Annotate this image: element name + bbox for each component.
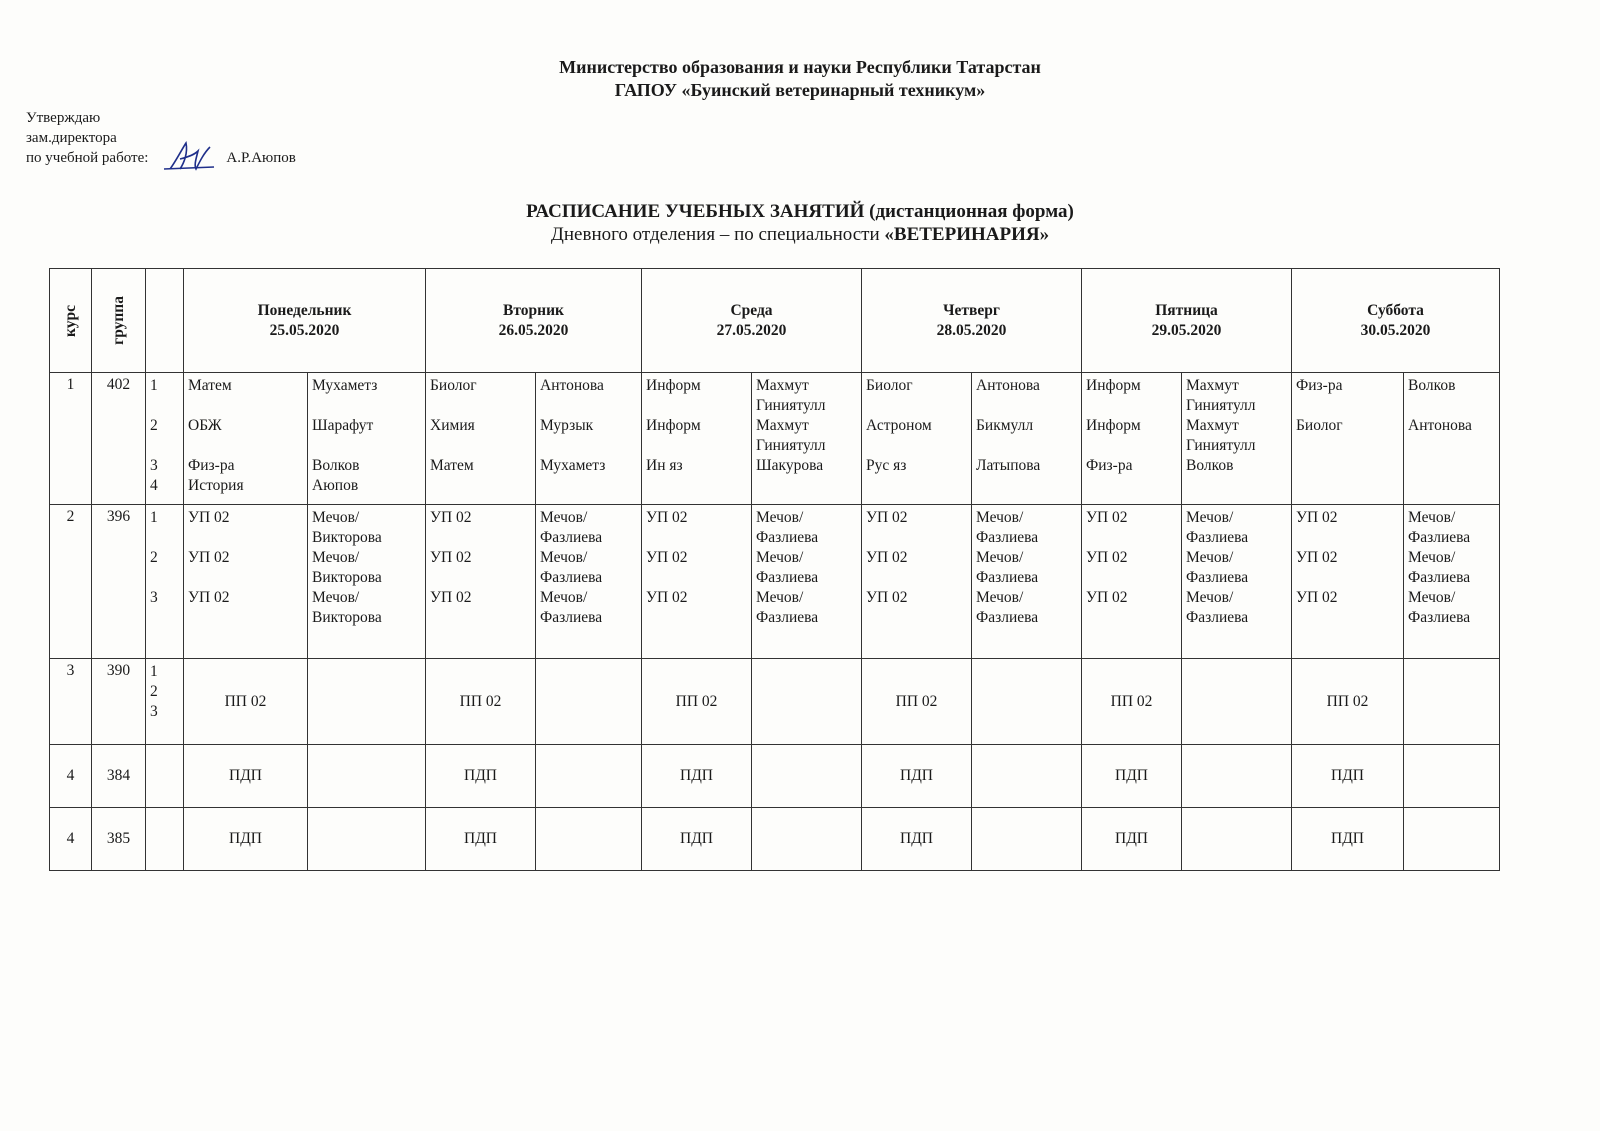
teacher-line: Латыпова [976,457,1041,474]
subject-cell: ПДП [426,745,536,808]
teacher-line: Мечов/ [756,589,804,606]
subject-line: Биолог [1296,417,1343,434]
teacher-line: Мечов/ [1186,589,1234,606]
subject-line: УП 02 [866,549,908,566]
teacher-cell [308,745,426,808]
teacher-line: Фазлиева [1186,529,1249,546]
institution-name: ГАПОУ «Буинский ветеринарный техникум» [614,80,986,100]
subject-line: УП 02 [1086,589,1128,606]
teacher-line: Фазлиева [976,569,1039,586]
subject-line: Матем [188,377,232,394]
schedule-subtitle-prefix: Дневного отделения – по специальности [550,224,885,245]
teacher-line: Аюпов [312,477,359,494]
subject-line [188,568,303,588]
teacher-cell [1404,505,1500,659]
teacher-line: Бикмулл [976,417,1034,434]
teacher-line: Мечов/ [976,549,1024,566]
subject-line [866,396,967,416]
teacher-cell [1182,659,1292,745]
kurs-cell: 3 [50,659,92,745]
subject-cell: ПДП [862,745,972,808]
subject-line [1296,528,1399,548]
document-header [0,56,1600,102]
teacher-line [540,436,637,456]
teacher-line [312,396,421,416]
schedule-title [0,200,1600,246]
subject-line: Рус яз [866,457,907,474]
subject-line: УП 02 [646,589,688,606]
teacher-cell [1404,745,1500,808]
group-cell: 385 [92,808,146,871]
lesson-number: 1 [150,377,158,394]
lesson-numbers-cell: 1 2 3 [146,659,184,745]
header-day: Суббота 30.05.2020 [1292,269,1500,373]
subject-cell [642,373,752,505]
subject-cell: ПДП [642,745,752,808]
subject-line [188,396,303,416]
teacher-line: Викторова [312,609,382,626]
kurs-cell: 4 [50,745,92,808]
teacher-line: Мечов/ [976,509,1024,526]
subject-cell [1082,373,1182,505]
subject-line: УП 02 [430,549,472,566]
teacher-line: Антонова [1408,417,1472,434]
teacher-line: Шарафут [312,417,374,434]
group-cell: 402 [92,373,146,505]
subject-line: Биолог [866,377,913,394]
specialty-name: «ВЕТЕРИНАРИЯ» [884,224,1050,245]
subject-line: УП 02 [188,589,230,606]
subject-line: ОБЖ [188,417,222,434]
subject-line [430,436,531,456]
subject-cell: ПДП [426,808,536,871]
teacher-line: Фазлиева [540,609,603,626]
teacher-line: Волков [1408,377,1456,394]
subject-line [646,436,747,456]
teacher-line: Махмут [1186,417,1239,434]
approval-block [26,108,296,168]
teacher-line: Мечов/ [1408,509,1456,526]
teacher-line: Антонова [976,377,1040,394]
approver-name: А.Р.Аюпов [226,150,296,166]
subject-line: УП 02 [1086,549,1128,566]
teacher-cell [1404,373,1500,505]
subject-line [430,528,531,548]
kurs-cell: 4 [50,808,92,871]
teacher-line: Викторова [312,569,382,586]
subject-cell: ПДП [1292,808,1404,871]
subject-cell: ПДП [1082,808,1182,871]
teacher-line: Гиниятулл [1186,397,1256,414]
subject-line: Физ-ра [188,457,235,474]
lesson-number [150,436,179,456]
teacher-line [976,396,1077,416]
teacher-cell [1404,808,1500,871]
signature-icon [160,139,218,175]
subject-line [430,568,531,588]
teacher-line: Мечов/ [1408,589,1456,606]
lesson-number: 1 [150,509,158,526]
teacher-line: Фазлиева [540,529,603,546]
teacher-line [312,436,421,456]
lesson-number: 2 [150,417,158,434]
subject-line: Матем [430,457,474,474]
teacher-line: Викторова [312,529,382,546]
subject-line [188,528,303,548]
lesson-number: 2 [150,549,158,566]
subject-line: Физ-ра [1296,377,1343,394]
teacher-line: Махмут [1186,377,1239,394]
subject-cell: ПП 02 [642,659,752,745]
teacher-cell [752,745,862,808]
teacher-line: Шакурова [756,457,824,474]
teacher-line: Мечов/ [540,589,588,606]
teacher-line: Волков [1186,457,1234,474]
teacher-cell [1182,505,1292,659]
table-row [50,659,1500,745]
subject-cell [184,505,308,659]
subject-line [1296,568,1399,588]
teacher-line: Мухаметз [312,377,378,394]
schedule-title-main: РАСПИСАНИЕ УЧЕБНЫХ ЗАНЯТИЙ (дистанционная форма) [526,201,1074,222]
subject-line [1296,396,1399,416]
subject-cell: ПДП [642,808,752,871]
teacher-cell [536,505,642,659]
subject-line: Физ-ра [1086,457,1133,474]
subject-line [646,568,747,588]
table-row [50,745,1500,808]
teacher-line: Махмут [756,377,809,394]
lesson-number [150,528,179,548]
schedule-title-sub [0,223,1600,246]
subject-line [866,436,967,456]
header-day: Четверг 28.05.2020 [862,269,1082,373]
teacher-line: Фазлиева [1408,609,1471,626]
subject-line: УП 02 [866,509,908,526]
teacher-line: Гиниятулл [1186,437,1256,454]
subject-line: Информ [646,377,701,394]
subject-cell [1292,505,1404,659]
subject-cell: ПДП [184,808,308,871]
teacher-line: Мечов/ [540,549,588,566]
subject-cell: ПДП [862,808,972,871]
lesson-numbers-cell [146,505,184,659]
subject-cell [862,505,972,659]
teacher-line: Мечов/ [312,589,360,606]
teacher-line: Фазлиева [756,609,819,626]
teacher-cell [536,373,642,505]
teacher-line: Мурзык [540,417,594,434]
subject-line: Ин яз [646,457,683,474]
teacher-line: Мечов/ [540,509,588,526]
teacher-cell [1404,659,1500,745]
teacher-cell [308,659,426,745]
header-kurs: курс [50,269,92,373]
teacher-cell [536,745,642,808]
approval-signature-line [26,148,296,168]
lesson-number [150,568,179,588]
header-day: Среда 27.05.2020 [642,269,862,373]
group-cell: 390 [92,659,146,745]
header-day: Пятница 29.05.2020 [1082,269,1292,373]
teacher-line: Мечов/ [756,509,804,526]
subject-line: Биолог [430,377,477,394]
teacher-line: Фазлиева [540,569,603,586]
teacher-cell [972,659,1082,745]
teacher-cell [536,659,642,745]
subject-line: УП 02 [430,509,472,526]
group-cell: 384 [92,745,146,808]
subject-line: УП 02 [188,549,230,566]
teacher-line: Мухаметз [540,457,606,474]
lesson-number: 4 [150,477,158,494]
subject-cell: ПДП [184,745,308,808]
teacher-cell [972,373,1082,505]
ministry-name: Министерство образования и науки Республики Татарстан [559,57,1041,77]
subject-cell [862,373,972,505]
teacher-line: Волков [312,457,360,474]
teacher-line: Фазлиева [1186,609,1249,626]
teacher-line: Антонова [540,377,604,394]
subject-line [866,568,967,588]
teacher-line: Фазлиева [1186,569,1249,586]
teacher-line [540,396,637,416]
subject-line [1086,396,1177,416]
teacher-cell [972,808,1082,871]
teacher-line: Фазлиева [756,569,819,586]
teacher-cell [752,659,862,745]
subject-line: УП 02 [1296,509,1338,526]
teacher-cell [308,808,426,871]
subject-cell: ПП 02 [426,659,536,745]
subject-cell: ПП 02 [1082,659,1182,745]
teacher-line: Мечов/ [756,549,804,566]
teacher-cell [972,745,1082,808]
teacher-line: Фазлиева [1408,529,1471,546]
subject-cell: ПП 02 [1292,659,1404,745]
lesson-number [150,396,179,416]
subject-line: УП 02 [866,589,908,606]
teacher-cell [972,505,1082,659]
subject-line: Информ [1086,377,1141,394]
teacher-line: Фазлиева [756,529,819,546]
teacher-cell [1182,808,1292,871]
subject-line [1086,568,1177,588]
teacher-line: Мечов/ [312,549,360,566]
subject-cell [426,505,536,659]
kurs-cell: 1 [50,373,92,505]
header-day: Вторник 26.05.2020 [426,269,642,373]
teacher-line [976,436,1077,456]
subject-line [646,396,747,416]
subject-cell [426,373,536,505]
subject-line [646,528,747,548]
approval-role: по учебной работе: [26,150,149,166]
table-header-row [50,269,1500,373]
header-gruppa: группа [92,269,146,373]
subject-line: УП 02 [1296,549,1338,566]
schedule-table [49,268,1500,871]
subject-cell: ПП 02 [862,659,972,745]
subject-line [866,528,967,548]
table-row [50,808,1500,871]
teacher-line: Махмут [756,417,809,434]
teacher-line: Мечов/ [976,589,1024,606]
subject-line: Информ [646,417,701,434]
teacher-line [1408,396,1495,416]
subject-cell: ПП 02 [184,659,308,745]
lesson-number: 3 [150,457,158,474]
subject-line [188,436,303,456]
subject-cell: ПДП [1082,745,1182,808]
teacher-cell [308,373,426,505]
subject-line [1086,528,1177,548]
subject-line: Химия [430,417,475,434]
teacher-line: Гиниятулл [756,437,826,454]
subject-line: УП 02 [1086,509,1128,526]
kurs-cell: 2 [50,505,92,659]
teacher-line: Мечов/ [312,509,360,526]
subject-line: Информ [1086,417,1141,434]
teacher-cell [752,505,862,659]
subject-cell [1082,505,1182,659]
lesson-numbers-cell [146,373,184,505]
subject-line: УП 02 [1296,589,1338,606]
table-row [50,373,1500,505]
subject-line: УП 02 [188,509,230,526]
approval-position: зам.директора [26,130,117,146]
teacher-cell [752,808,862,871]
table-row [50,505,1500,659]
teacher-cell [1182,373,1292,505]
teacher-line: Фазлиева [976,529,1039,546]
approval-line: Утверждаю [26,110,101,126]
lesson-numbers-cell [146,808,184,871]
teacher-line: Гиниятулл [756,397,826,414]
subject-line: УП 02 [646,549,688,566]
teacher-line: Мечов/ [1186,509,1234,526]
subject-line [430,396,531,416]
lesson-number: 3 [150,589,158,606]
header-lesson-number [146,269,184,373]
teacher-line: Мечов/ [1408,549,1456,566]
teacher-line: Фазлиева [1408,569,1471,586]
teacher-line: Мечов/ [1186,549,1234,566]
teacher-cell [752,373,862,505]
teacher-line: Фазлиева [976,609,1039,626]
subject-line: Астроном [866,417,932,434]
subject-line [1086,436,1177,456]
subject-cell [642,505,752,659]
subject-cell [184,373,308,505]
teacher-cell [536,808,642,871]
teacher-cell [1182,745,1292,808]
subject-line: УП 02 [430,589,472,606]
group-cell: 396 [92,505,146,659]
subject-cell: ПДП [1292,745,1404,808]
header-day: Понедельник 25.05.2020 [184,269,426,373]
subject-line: УП 02 [646,509,688,526]
lesson-numbers-cell [146,745,184,808]
subject-cell [1292,373,1404,505]
subject-line: История [188,477,244,494]
teacher-cell [308,505,426,659]
